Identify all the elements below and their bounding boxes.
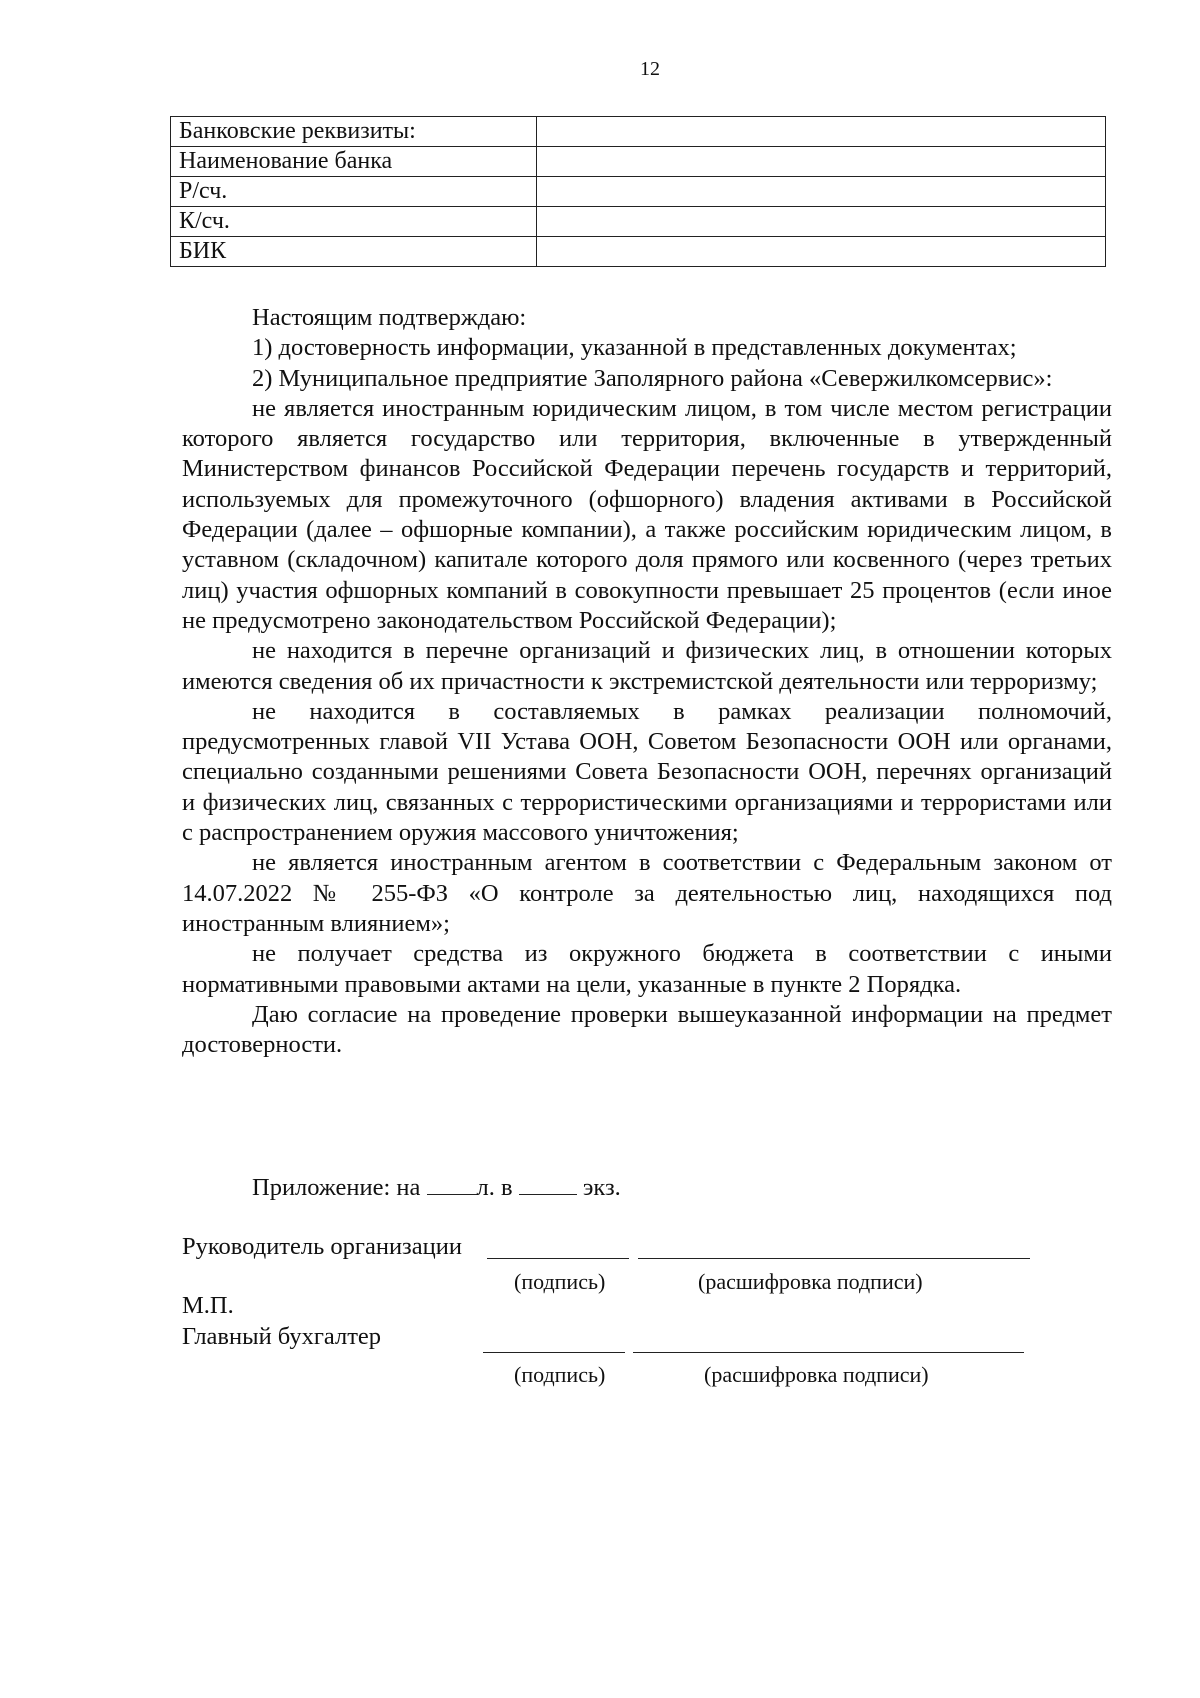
table-row [171, 147, 1106, 177]
consent-clause: Даю согласие на проведение проверки вышеуказанной информации на предмет достоверности. [182, 1000, 1112, 1059]
appendix-middle: л. в [476, 1174, 513, 1201]
appendix-suffix: экз. [582, 1174, 621, 1201]
accountant-decoding-caption: (расшифровка подписи) [704, 1362, 929, 1387]
offshore-clause: не является иностранным юридическим лицом, в том числе местом регистрации которого является государство или территория, включенные в утвержденный Министерством финансов Российской Федерации перечень государств и территорий, используемых для промежуточного (офшорного) владения активами в Российской Федерации (далее – офшорные компании), а также российским юридическим лицом, в уставном (складочном) капитале которого доля прямого или косвенного (через третьих лиц) участия офшорных компаний в совокупности превышает 25 процентов (если иное не предусмотрено законодательством Российской Федерации); [182, 394, 1112, 634]
table-cell-label: Р/сч. [171, 177, 537, 207]
table-row [171, 237, 1106, 267]
head-of-organization-label: Руководитель организации [182, 1233, 462, 1260]
stamp-label: М.П. [182, 1292, 234, 1319]
table-row [171, 177, 1106, 207]
table-cell-label: Наименование банка [171, 147, 537, 177]
page-number: 12 [640, 58, 660, 80]
confirmation-heading: Настоящим подтверждаю: [252, 304, 527, 331]
table-row [171, 117, 1106, 147]
copies-blank [519, 1172, 577, 1195]
table-cell-value [537, 237, 1106, 267]
head-signature-caption: (подпись) [514, 1269, 606, 1294]
table-row [171, 207, 1106, 237]
bank-details-table [170, 116, 1106, 267]
confirmation-text [182, 303, 1112, 1060]
table-cell-label: К/сч. [171, 207, 537, 237]
confirmation-item-2: 2) Муниципальное предприятие Заполярного района «Севержилкомсервис»: [252, 364, 1053, 392]
head-decoding-caption: (расшифровка подписи) [698, 1269, 923, 1294]
un-sanctions-clause: не находится в составляемых в рамках реализации полномочий, предусмотренных главой VII Устава ООН, Советом Безопасности ООН или органами, специально созданными решениями Совета Безопасности ООН, перечнях организаций и физических лиц, связанных с террористическими организациями и террористами или с распространением оружия массового уничтожения; [182, 697, 1112, 847]
extremism-clause: не находится в перечне организаций и физических лиц, в отношении которых имеются сведения об их причастности к экстремистской деятельности или терроризму; [182, 637, 1112, 695]
table-cell-value [537, 177, 1106, 207]
budget-funds-clause: не получает средства из окружного бюджета в соответствии с иными нормативными правовыми актами на цели, указанные в пункте 2 Порядка. [182, 940, 1112, 998]
chief-accountant-label: Главный бухгалтер [182, 1323, 382, 1350]
head-signature-line [487, 1258, 629, 1259]
table-cell-label: Банковские реквизиты: [171, 117, 537, 147]
table-cell-value [537, 147, 1106, 177]
sheets-blank [427, 1172, 477, 1195]
head-decoding-line [638, 1258, 1030, 1259]
appendix-prefix: Приложение: на [252, 1174, 421, 1201]
table-cell-value [537, 207, 1106, 237]
foreign-agent-clause: не является иностранным агентом в соответствии с Федеральным законом от 14.07.2022 № 255-ФЗ «О контроле за деятельностью лиц, находящихся под иностранным влиянием»; [182, 849, 1112, 937]
confirmation-item-1: 1) достоверность информации, указанной в представленных документах; [252, 334, 1017, 362]
table-cell-value [537, 117, 1106, 147]
accountant-decoding-line [633, 1352, 1024, 1353]
accountant-signature-line [483, 1352, 625, 1353]
appendix-line [252, 1172, 621, 1203]
table-cell-label: БИК [171, 237, 537, 267]
accountant-signature-caption: (подпись) [514, 1362, 606, 1387]
